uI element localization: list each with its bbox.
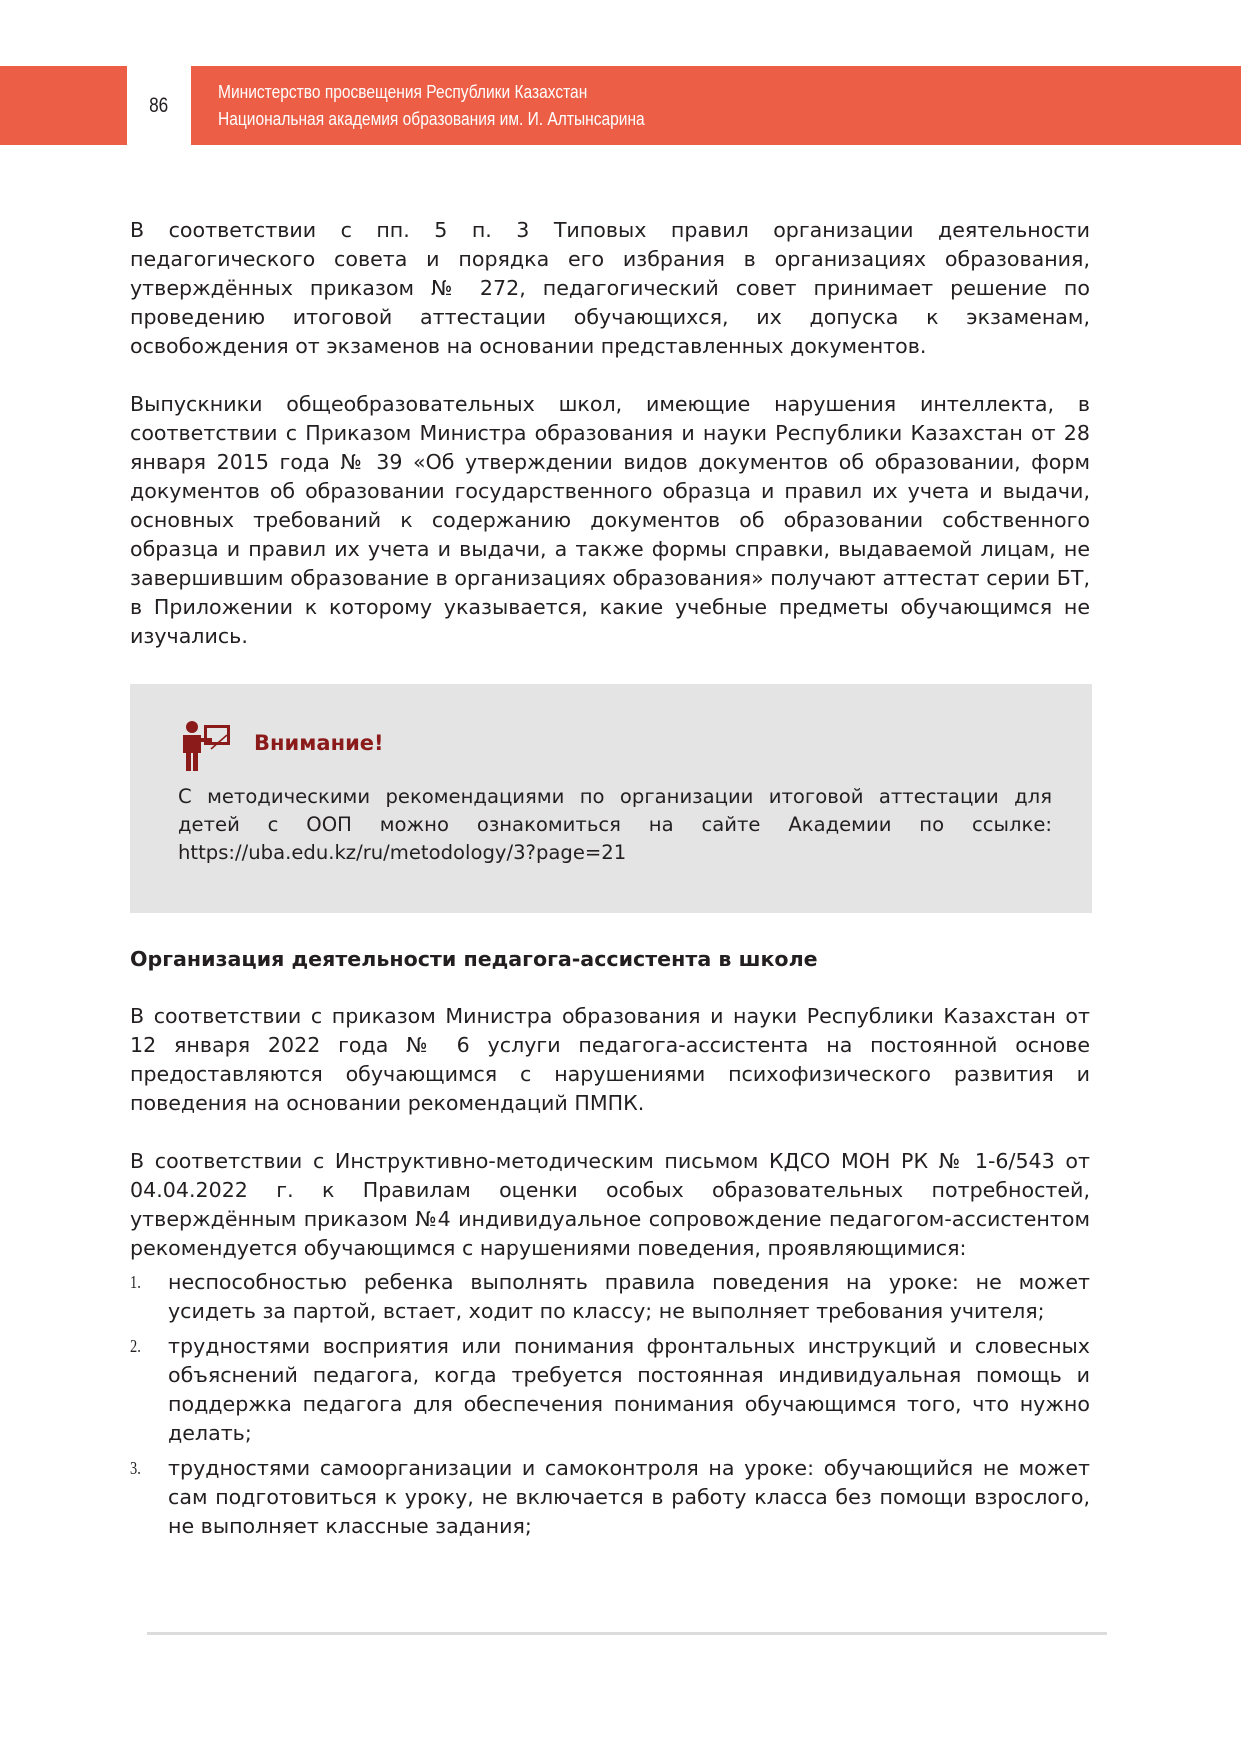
header-ministry: Министерство просвещения Республики Казахстан [218, 81, 588, 102]
page-number: 86 [149, 93, 169, 117]
list-item [130, 1268, 1090, 1326]
assistant-section [130, 945, 1090, 1547]
callout-title: Внимание! [254, 731, 384, 755]
list-item-number: 1. [130, 1272, 141, 1292]
header-academy: Национальная академия образования им. И. Алтынсарина [218, 108, 645, 129]
footer-rule [147, 1632, 1107, 1635]
paragraph-assistant-services: В соответствии с приказом Министра образования и науки Республики Казахстан от 12 января 2022 года № 6 услуги педагога-ассистента на постоянной основе предоставляются обучающимся с нарушениями психофизического развития и поведения на основании рекомендаций ПМПК. [130, 1004, 1090, 1115]
paragraph-graduates: Выпускники общеобразовательных школ, имеющие нарушения интеллекта, в соответствии с Приказом Министра образования и науки Республики Казахстан от 28 января 2015 года № 39 «Об утверждении видов документов об образовании, форм документов об образовании государственного образца и правил их учета и выдачи, основных требований к содержанию документов об образовании собственного образца и правил их учета и выдачи, а также формы справки, выдаваемой лицам, не завершившим образование в организациях образования» получают аттестат серии БТ, в Приложении к которому указывается, какие учебные предметы обучающимся не изучались. [130, 392, 1090, 648]
list-item-number: 3. [130, 1458, 141, 1478]
list-item-text: трудностями восприятия или понимания фронтальных инструкций и словесных объяснений педагога, когда требуется постоянная индивидуальная помощь и поддержка педагога для обеспечения понимания обучающимся того, что нужно делать; [168, 1334, 1090, 1445]
callout-text: С методическими рекомендациями по организации итоговой аттестации для детей с ООП можно ознакомиться на сайте Академии по ссылке: https://uba.edu.kz/ru/metodology/3?page=21 [178, 785, 1052, 864]
list-item [130, 1454, 1090, 1541]
running-header [218, 78, 645, 132]
behavior-list [130, 1268, 1090, 1541]
paragraph-pedagogical-council: В соответствии с пп. 5 п. 3 Типовых правил организации деятельности педагогического совета и порядка его избрания в организациях образования, утверждённых приказом № 272, педагогический совет принимает решение по проведению итоговой аттестации обучающихся, их допуска к экзаменам, освобождения от экзаменов на основании представленных документов. [130, 218, 1090, 358]
list-item-number: 2. [130, 1336, 141, 1356]
list-item [130, 1332, 1090, 1448]
teacher-at-board-icon [178, 719, 238, 771]
section-heading: Организация деятельности педагога-ассистента в школе [130, 947, 818, 971]
page-number-tab [127, 66, 191, 145]
list-item-text: трудностями самоорганизации и самоконтроля на уроке: обучающийся не может сам подготовиться к уроку, не включается в работу класса без помощи взрослого, не выполняет классные задания; [168, 1456, 1090, 1538]
top-content [130, 216, 1090, 651]
paragraph-instructive-letter: В соответствии с Инструктивно-методическим письмом КДСО МОН РК № 1-6/543 от 04.04.2022 г. к Правилам оценки особых образовательных потребностей, утверждённым приказом №4 индивидуальное сопровождение педагогом-ассистентом рекомендуется обучающимся с нарушениями поведения, проявляющимися: [130, 1149, 1090, 1260]
attention-callout [130, 684, 1092, 913]
list-item-text: неспособностью ребенка выполнять правила поведения на уроке: не может усидеть за партой, встает, ходит по классу; не выполняет требования учителя; [168, 1270, 1090, 1323]
